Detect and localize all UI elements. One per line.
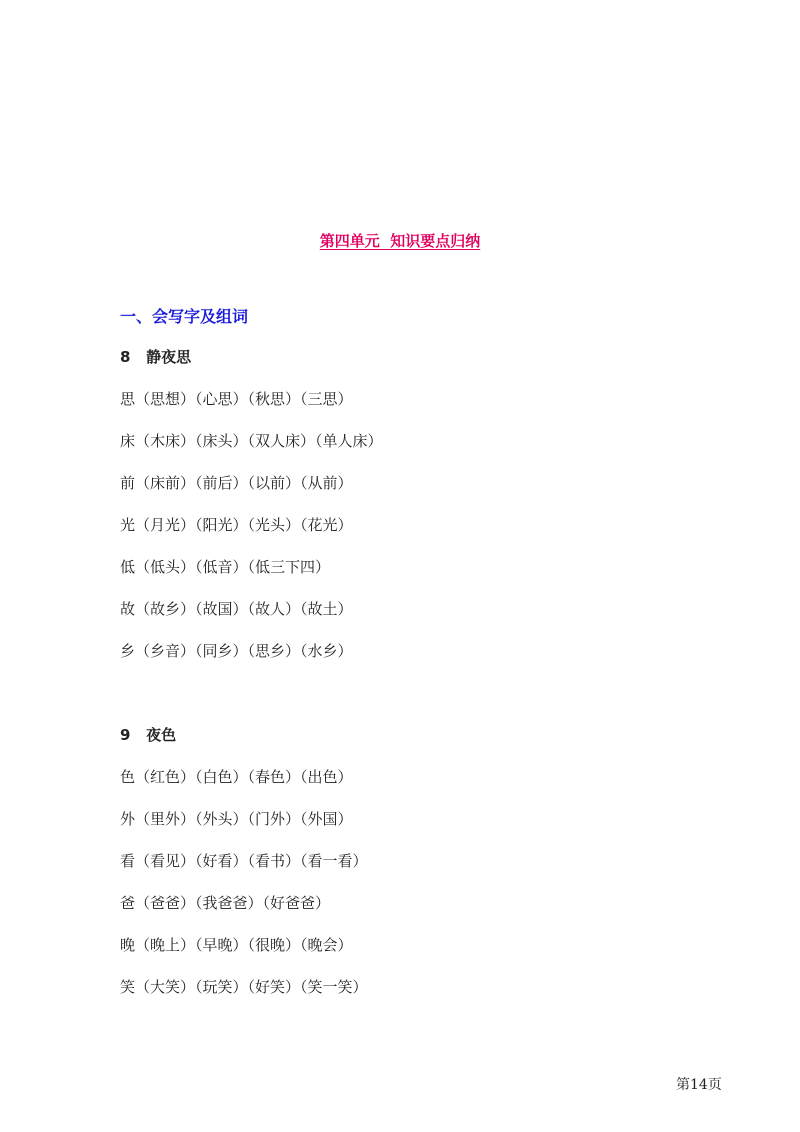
lesson-heading-8: 8 静夜思	[120, 348, 192, 366]
word-line: 外（里外）（外头）（门外）（外国）	[120, 810, 353, 828]
page-title: 第四单元 知识要点归纳	[319, 232, 481, 250]
word-line: 光（月光）（阳光）（光头）（花光）	[120, 516, 353, 534]
word-line: 前（床前）（前后）（以前）（从前）	[120, 474, 353, 492]
word-line: 思（思想）（心思）（秋思）（三思）	[120, 390, 353, 408]
word-line: 笑（大笑）（玩笑）（好笑）（笑一笑）	[120, 978, 368, 996]
word-line: 爸（爸爸）（我爸爸）（好爸爸）	[120, 894, 331, 912]
word-line: 低（低头）（低音）（低三下四）	[120, 558, 331, 576]
page-number: 第14页	[676, 1077, 722, 1093]
word-line: 晚（晚上）（早晚）（很晚）（晚会）	[120, 936, 353, 954]
lesson-heading-9: 9 夜色	[120, 726, 177, 744]
section-heading: 一、会写字及组词	[120, 307, 249, 326]
word-line: 乡（乡音）（同乡）（思乡）（水乡）	[120, 642, 353, 660]
word-line: 床（木床）（床头）（双人床）（单人床）	[120, 432, 383, 450]
word-line: 看（看见）（好看）（看书）（看一看）	[120, 852, 368, 870]
word-line: 故（故乡）（故国）（故人）（故土）	[120, 600, 353, 618]
word-line: 色（红色）（白色）（春色）（出色）	[120, 768, 353, 786]
